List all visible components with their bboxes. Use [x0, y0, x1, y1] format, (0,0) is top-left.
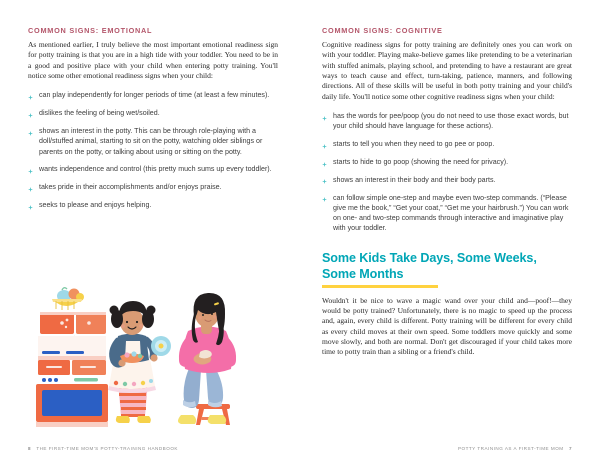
list-item-label: seeks to please and enjoys helping.	[39, 200, 152, 209]
list-item	[28, 90, 278, 100]
list-item-label: takes pride in their accomplishments and/or enjoys praise.	[39, 183, 222, 192]
list-item	[322, 193, 572, 234]
illustration-toddler-and-woman	[18, 286, 284, 436]
list-item	[28, 182, 278, 192]
page-number-left: 8	[28, 446, 32, 451]
running-head-right: POTTY TRAINING AS A FIRST-TIME MOM	[457, 446, 564, 451]
list-item	[28, 200, 278, 210]
list-item-label: can follow simple one-step and maybe even two-step commands. (“Please give me the book,” “Get your coat,” “Get me your hairbrush.”) You can work on one- and two-step commands through interactive and imaginative play with your toddler.	[333, 193, 569, 233]
list-item-label: shows an interest in the potty. This can be through role-playing with a doll/stuffed animal, starting to sit on the potty, watching older siblings or parents on the potty, or talking about using or sitting on the potty.	[39, 126, 263, 156]
woman-figure	[178, 293, 236, 425]
list-item-label: wants independence and control (this pretty much sums up every toddler).	[39, 165, 272, 174]
right-page-footer	[458, 446, 572, 451]
star-bullet-icon	[322, 177, 327, 182]
star-bullet-icon	[322, 160, 327, 165]
page-number-right: 7	[568, 446, 572, 451]
star-bullet-icon	[322, 142, 327, 147]
fruit-bowl-decor	[52, 288, 84, 310]
heading-underline-rule	[322, 285, 438, 287]
star-bullet-icon	[322, 114, 327, 119]
star-bullet-icon	[28, 167, 33, 172]
section-body-paragraph: Wouldn't it be nice to wave a magic wand over your child and—poof!—they would be potty trained? Unfortunately, there is no magic to speed up the process and, again, every child is different. Potty training will be different for every child as every child moves at their own speed. Some toddlers move quickly and some move slowly, and both are normal. Don't get discouraged if your child takes more time to potty train than a sibling or a friend's child.	[322, 295, 572, 357]
list-item	[322, 111, 572, 132]
right-section-kicker: COMMON SIGNS: COGNITIVE	[322, 26, 443, 35]
list-item	[28, 164, 278, 174]
star-bullet-icon	[28, 129, 33, 134]
left-section-kicker: COMMON SIGNS: EMOTIONAL	[28, 26, 153, 35]
list-item	[322, 139, 572, 149]
cognitive-signs-list	[322, 111, 572, 234]
child-figure	[108, 301, 171, 423]
running-head-left: THE FIRST-TIME MOM'S POTTY-TRAINING HANDBOOK	[36, 446, 178, 451]
star-bullet-icon	[28, 185, 33, 190]
left-page-footer	[28, 446, 178, 451]
right-intro-paragraph: Cognitive readiness signs for potty training are definitely ones you can work on with your toddler. Playing make-believe games like pretending to be a veterinarian with stuffed animals, playing school, and pretending to have a restaurant are great ways to teach cause and effect, turn-taking, patience, manners, and following directions. All of these skills will be useful in both potty training and your child's daily life. You'll notice some other cognitive readiness signs when your child:	[322, 40, 572, 101]
section-heading: Some Kids Take Days, Some Weeks, Some Months	[322, 250, 537, 282]
list-item-label: can play independently for longer periods of time (at least a few minutes).	[39, 91, 270, 100]
list-item-label: starts to hide to go poop (showing the need for privacy).	[333, 157, 509, 166]
list-item-label: dislikes the feeling of being wet/soiled.	[39, 109, 160, 118]
star-bullet-icon	[28, 93, 33, 98]
list-item-label: shows an interest in their body and their body parts.	[333, 175, 496, 184]
star-bullet-icon	[28, 203, 33, 208]
star-bullet-icon	[28, 111, 33, 116]
list-item	[322, 157, 572, 167]
left-intro-paragraph: As mentioned earlier, I truly believe the most important emotional readiness sign for potty training is that you are in a high tide with your toddler. You need to be in a good and positive place with your child when entering potty training. You'll notice some other emotional readiness signs when your child:	[28, 40, 278, 81]
list-item	[322, 175, 572, 185]
list-item	[28, 126, 278, 157]
right-page	[300, 0, 600, 464]
list-item	[28, 108, 278, 118]
list-item-label: has the words for pee/poop (you do not need to use those exact words, but your child should have language for these actions).	[333, 112, 569, 131]
list-item-label: starts to tell you when they need to go pee or poop.	[333, 140, 495, 149]
star-bullet-icon	[322, 195, 327, 200]
emotional-signs-list	[28, 90, 278, 210]
